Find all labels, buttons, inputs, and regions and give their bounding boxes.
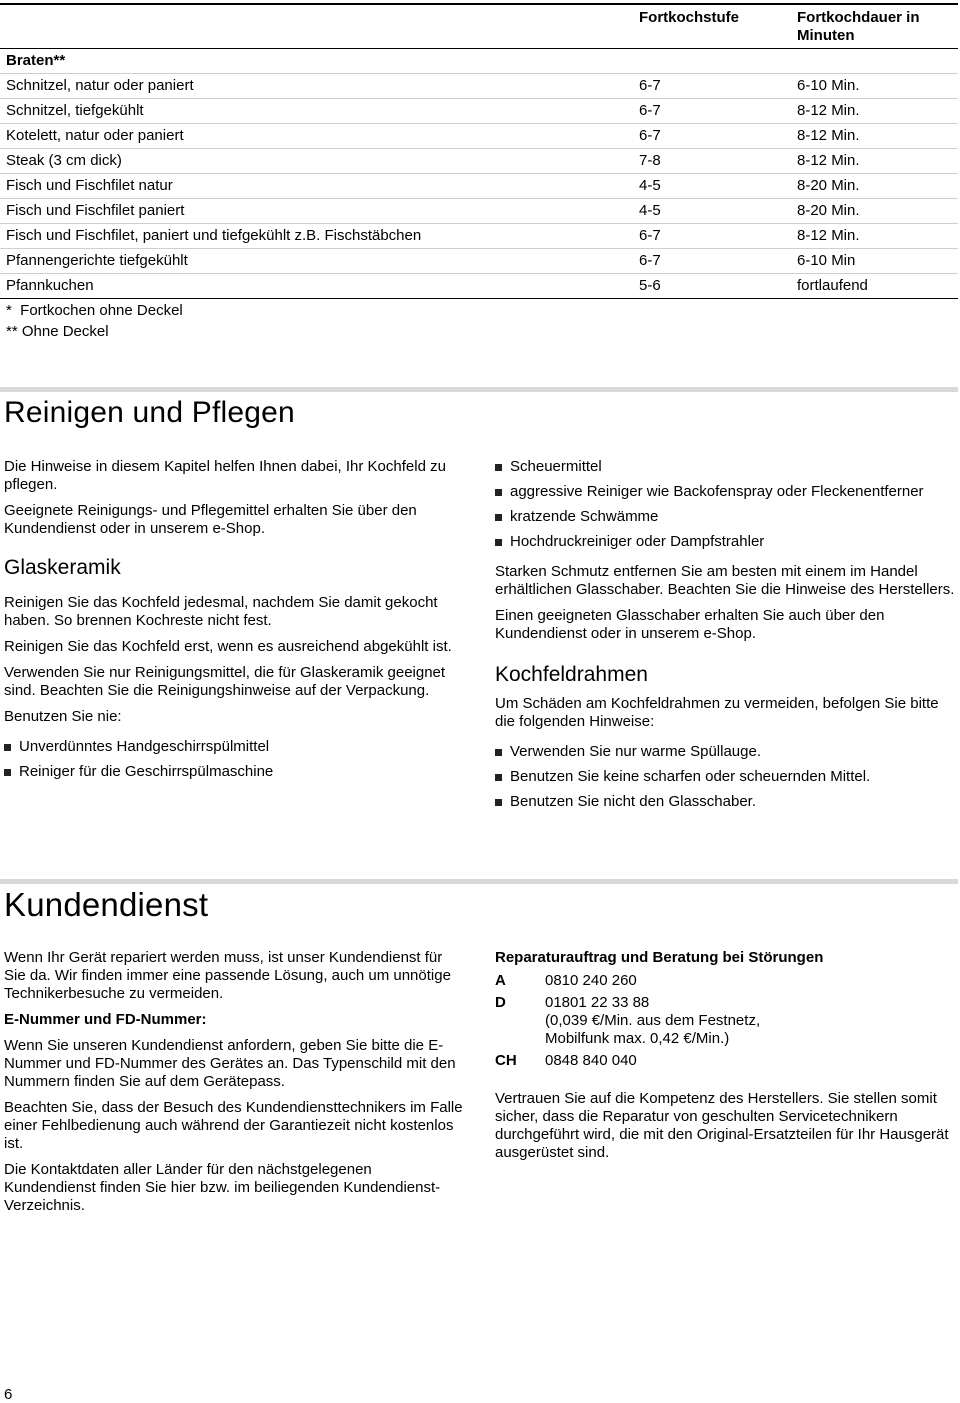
contact-row bbox=[495, 994, 955, 1052]
cleaning-right-column bbox=[495, 458, 955, 818]
frame-intro: Um Schäden am Kochfeldrahmen zu vermeiden, befolgen Sie bitte die folgenden Hinweise: bbox=[495, 695, 939, 730]
table-row: Pfannkuchen 5-6 fortlaufend bbox=[0, 274, 958, 299]
table-header-duration: Fortkochdauer in Minuten bbox=[797, 9, 920, 44]
cleaning-intro-2: Geeignete Reinigungs- und Pflegemittel erhalten Sie über den Kundendienst oder in unserem e-Shop. bbox=[4, 502, 417, 537]
contact-country: D bbox=[495, 994, 506, 1011]
contact-note: (0,039 €/Min. aus dem Festnetz, Mobilfunk max. 0,42 €/Min.) bbox=[545, 1012, 761, 1047]
bullet-square-icon bbox=[4, 744, 11, 751]
footnote-1: * Fortkochen ohne Deckel bbox=[6, 302, 183, 319]
bullet-square-icon bbox=[495, 464, 502, 471]
glass-after-2: Einen geeigneten Glasschaber erhalten Sie auch über den Kundendienst oder in unserem e-Shop. bbox=[495, 607, 885, 642]
list-item: Reiniger für die Geschirrspülmaschine bbox=[4, 763, 464, 781]
bullet-square-icon bbox=[4, 769, 11, 776]
section-divider bbox=[0, 387, 958, 392]
bullet-square-icon bbox=[495, 749, 502, 756]
section-title-cleaning: Reinigen und Pflegen bbox=[4, 396, 295, 429]
table-row: Fisch und Fischfilet paniert 4-5 8-20 Min. bbox=[0, 199, 958, 224]
contact-number: 0848 840 040 bbox=[545, 1052, 637, 1069]
table-row: Kotelett, natur oder paniert 6-7 8-12 Min. bbox=[0, 124, 958, 149]
subsection-title-frame: Kochfeldrahmen bbox=[495, 663, 648, 686]
service-paragraph-3: Die Kontaktdaten aller Länder für den nächstgelegenen Kundendienst finden Sie hier bzw. im beiliegenden Kundendienst-Verzeichnis. bbox=[4, 1161, 441, 1214]
contact-country: CH bbox=[495, 1052, 517, 1069]
contact-number: 0810 240 260 bbox=[545, 972, 637, 989]
service-trust: Vertrauen Sie auf die Kompetenz des Herstellers. Sie stellen somit sicher, dass die Reparatur von geschulten Servicetechnikern durchgeführt wird, die mit den Original-Ersatzteilen für Ihr Hausgerät ausgerüstet sind. bbox=[495, 1090, 949, 1161]
service-paragraph-1: Wenn Sie unseren Kundendienst anfordern, geben Sie bitte die E-Nummer und FD-Nummer des Gerätes an. Das Typenschild mit den Nummern finden Sie auf dem Gerätepass. bbox=[4, 1037, 456, 1090]
repair-title: Reparaturauftrag und Beratung bei Störungen bbox=[495, 949, 824, 966]
cleaning-left-column bbox=[4, 458, 464, 788]
table-group-row bbox=[0, 49, 958, 74]
glass-paragraph-1: Reinigen Sie das Kochfeld jedesmal, nachdem Sie damit gekocht haben. So brennen Kochreste nicht fest. bbox=[4, 594, 438, 629]
list-item: Unverdünntes Handgeschirrspülmittel bbox=[4, 738, 464, 756]
service-intro: Wenn Ihr Gerät repariert werden muss, ist unser Kundendienst für Sie da. Wir finden immer eine passende Lösung, auch um unnötige Technikerbesuche zu vermeiden. bbox=[4, 949, 451, 1002]
cleaning-intro-1: Die Hinweise in diesem Kapitel helfen Ihnen dabei, Ihr Kochfeld zu pflegen. bbox=[4, 458, 446, 493]
contact-row bbox=[495, 1052, 955, 1074]
list-item: Verwenden Sie nur warme Spüllauge. bbox=[495, 743, 955, 761]
list-item: aggressive Reiniger wie Backofenspray oder Fleckenentferner bbox=[495, 483, 955, 501]
service-right-column bbox=[495, 949, 955, 1170]
bullet-square-icon bbox=[495, 539, 502, 546]
contact-row bbox=[495, 972, 955, 994]
table-row: Fisch und Fischfilet natur 4-5 8-20 Min. bbox=[0, 174, 958, 199]
list-item: kratzende Schwämme bbox=[495, 508, 955, 526]
service-paragraph-2: Beachten Sie, dass der Besuch des Kundendiensttechnikers im Falle einer Fehlbedienung auch während der Garantiezeit nicht kostenlos ist. bbox=[4, 1099, 463, 1152]
table-row: Pfannengerichte tiefgekühlt 6-7 6-10 Min bbox=[0, 249, 958, 274]
table-top-rule bbox=[0, 3, 958, 5]
page-number: 6 bbox=[4, 1386, 13, 1403]
table-row: Schnitzel, natur oder paniert 6-7 6-10 Min. bbox=[0, 74, 958, 99]
footnote-2: ** Ohne Deckel bbox=[6, 323, 109, 340]
bullet-square-icon bbox=[495, 799, 502, 806]
enummer-title: E-Nummer und FD-Nummer: bbox=[4, 1011, 207, 1028]
subsection-title-glass: Glaskeramik bbox=[4, 556, 121, 579]
list-item: Benutzen Sie keine scharfen oder scheuernden Mittel. bbox=[495, 768, 955, 786]
service-left-column bbox=[4, 949, 464, 1223]
glass-paragraph-4: Benutzen Sie nie: bbox=[4, 708, 122, 725]
list-item: Scheuermittel bbox=[495, 458, 955, 476]
glass-paragraph-2: Reinigen Sie das Kochfeld erst, wenn es ausreichend abgekühlt ist. bbox=[4, 638, 452, 655]
contact-country: A bbox=[495, 972, 506, 989]
list-item: Benutzen Sie nicht den Glasschaber. bbox=[495, 793, 955, 811]
table-row: Steak (3 cm dick) 7-8 8-12 Min. bbox=[0, 149, 958, 174]
table-group-label: Braten** bbox=[6, 52, 66, 69]
section-title-service: Kundendienst bbox=[4, 886, 209, 923]
table-row: Fisch und Fischfilet, paniert und tiefgekühlt z.B. Fischstäbchen 6-7 8-12 Min. bbox=[0, 224, 958, 249]
bullet-square-icon bbox=[495, 489, 502, 496]
bullet-square-icon bbox=[495, 514, 502, 521]
table-row: Schnitzel, tiefgekühlt 6-7 8-12 Min. bbox=[0, 99, 958, 124]
table-header-stage: Fortkochstufe bbox=[639, 9, 740, 26]
section-divider bbox=[0, 879, 958, 884]
contact-number: 01801 22 33 88 bbox=[545, 994, 650, 1011]
bullet-square-icon bbox=[495, 774, 502, 781]
glass-after-1: Starken Schmutz entfernen Sie am besten mit einem im Handel erhältlichen Glasschaber. Beachten Sie die Hinweise des Herstellers. bbox=[495, 563, 955, 598]
list-item: Hochdruckreiniger oder Dampfstrahler bbox=[495, 533, 955, 551]
glass-paragraph-3: Verwenden Sie nur Reinigungsmittel, die für Glaskeramik geeignet sind. Beachten Sie die Reinigungshinweise auf der Verpackung. bbox=[4, 664, 446, 699]
